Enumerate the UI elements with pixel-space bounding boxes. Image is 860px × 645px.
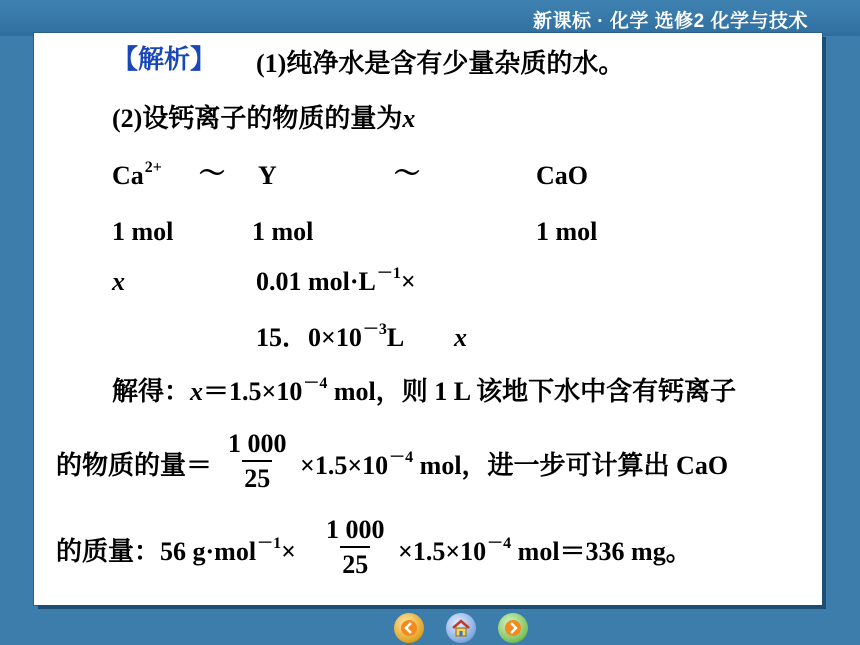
mass-rest: $\times 1.5\times 10^{-4}$ mol＝336 mg。 — [398, 535, 692, 566]
analysis-tag: 【解析】 — [112, 45, 217, 74]
volume-expr: 15．$0\times 10^{-3}L$ — [256, 321, 405, 352]
tilde-1: ～ — [199, 159, 226, 188]
home-button[interactable] — [446, 613, 476, 643]
concentration-expr: 0.01 $mol\cdot L^{-1}\times$ — [256, 265, 416, 296]
var-x-2: x — [454, 323, 467, 352]
var-x: x — [112, 267, 125, 296]
tilde-2: ～ — [394, 159, 421, 188]
back-arrow-icon — [399, 618, 419, 638]
solve-line: 解得：$x=1.5\times 10^{-4}$ mol，则 1 L 该地下水中含有钙离子 — [112, 375, 737, 406]
species-cao: CaO — [536, 161, 588, 190]
fraction-2: $\frac{1 000}{25}$ — [326, 515, 385, 579]
amount-rest: $\times 1.5\times 10^{-4}$ mol，进一步可计算出 CaO — [300, 449, 729, 480]
answer-part1: (1)纯净水是含有少量杂质的水。 — [256, 49, 625, 78]
fraction-1: $\frac{1 000}{25}$ — [228, 429, 287, 493]
course-title: 新课标 · 化学 选修2 化学与技术 — [532, 11, 808, 32]
mol-y: 1 mol — [252, 217, 314, 246]
forward-arrow-icon — [503, 618, 523, 638]
prev-button[interactable] — [394, 613, 424, 643]
header-bar — [0, 0, 860, 36]
mol-ca: 1 mol — [112, 217, 174, 246]
species-ca: $Ca^{2+}$ — [112, 159, 162, 190]
species-y: Y — [258, 161, 277, 190]
next-button[interactable] — [498, 613, 528, 643]
amount-lead: 的物质的量＝ — [56, 451, 213, 480]
content-card — [34, 33, 822, 605]
home-icon — [450, 617, 472, 639]
mol-cao: 1 mol — [536, 217, 598, 246]
answer-part2-lead: (2)设钙离子的物质的量为x — [112, 104, 416, 133]
mass-lead: 的质量：56 g·mol$^{-1}$× — [56, 535, 296, 566]
